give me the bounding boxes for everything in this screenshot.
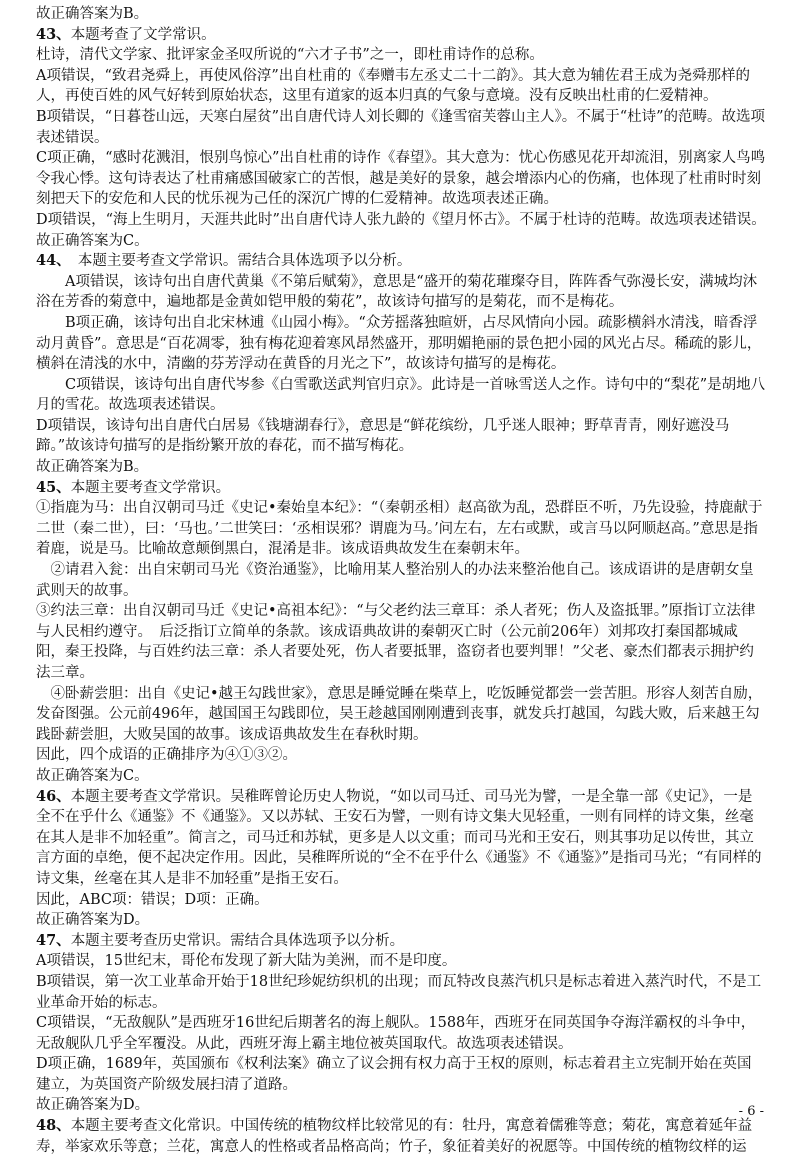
paragraph-text: 本题主要考查文学常识。	[70, 479, 231, 496]
paragraph	[36, 890, 766, 911]
paragraph-text: 本题主要考查历史常识。需结合具体选项予以分析。	[70, 932, 405, 949]
paragraph-text: 本题主要考查文学常识。需结合具体选项予以分析。	[63, 253, 412, 270]
paragraph-text: 本题考查了文学常识。	[70, 26, 216, 43]
question-number: 45、	[36, 478, 71, 496]
paragraph-text: 故正确答案为B。	[36, 459, 149, 476]
paragraph-text: B项错误，第一次工业革命开始于18世纪珍妮纺织机的出现；而瓦特改良蒸汽机只是标志着进入蒸汽时代，不是工业革命开始的标志。	[36, 973, 762, 1011]
paragraph-text: 因此，四个成语的正确排序为④①③②。	[36, 747, 297, 764]
paragraph	[36, 910, 766, 931]
page-number: - 6 -	[738, 1104, 764, 1119]
paragraph-text: 故正确答案为D。	[36, 912, 150, 929]
question-heading	[36, 1116, 766, 1157]
paragraph	[36, 457, 766, 478]
paragraph-text: 本题主要考查文学常识。吴稚晖曾论历史人物说，“如以司马迁、司马光为譬，一是全靠一部《史记》，一是全不在乎什么《通鉴》不《通鉴》。又以苏轼、王安石为譬，一则有诗文集大见轻重，一则有同样的诗文集，丝毫在其人是非不加轻重”。简言之，司马迁和苏轼，更多是人以文重；而司马光和王安石，则其事功足以传世，其立言方面的卓绝，便不起决定作用。因此，吴稚晖所说的“全不在乎什么《通鉴》不《通鉴》”是指司马光；“有同样的诗文集，丝毫在其人是非不加轻重”是指王安石。	[36, 788, 762, 887]
paragraph-text: D项错误，“海上生明月，天涯共此时”出自唐代诗人张九龄的《望月怀古》。不属于杜诗的范畴。故选项表述错误。	[36, 211, 766, 228]
question-number: 47、	[36, 931, 71, 949]
paragraph-text: 故正确答案为C。	[36, 232, 149, 249]
paragraph	[36, 45, 766, 66]
paragraph-text: C项错误，该诗句出自唐代岑参《白雪歌送武判官归京》。此诗是一首咏雪送人之作。诗句中的“梨花”是胡地八月的雪花。故选项表述错误。	[36, 376, 766, 414]
paragraph-text: 本题主要考查文化常识。中国传统的植物纹样比较常见的有：牡丹，寓意着儒雅等意；菊花，寓意着延年益寿，举家欢乐等意；兰花，寓意人的性格或者品格高尚；竹子，象征着美好的祝愿等。中国传统的植物纹样的运	[36, 1118, 753, 1155]
question-number: 48、	[36, 1117, 71, 1135]
paragraph-text: A项错误，“致君尧舜上，再使风俗淳”出自杜甫的《奉赠韦左丞丈二十二韵》。其大意为辅佐君王成为尧舜那样的人，再使百姓的风气好转到原始状态，这里有道家的返本归真的气象与意境。没有反映出杜甫的仁爱精神。	[36, 67, 751, 105]
question-heading	[36, 251, 766, 272]
question-number: 43、	[36, 25, 71, 43]
paragraph-text: 因此，ABC项：错误；D项：正确。	[36, 891, 269, 908]
paragraph	[36, 601, 766, 683]
paragraph	[36, 375, 766, 416]
paragraph	[36, 1095, 766, 1116]
paragraph-text: ④卧薪尝胆：出自《史记•越王勾践世家》，意思是睡觉睡在柴草上，吃饭睡觉都尝一尝苦胆。形容人刻苦自励，发奋图强。公元前496年，越国国王勾践即位，吴王趁越国刚刚遭到丧事，就发兵打越国，勾践大败，后来越王勾践卧薪尝胆，大败吴国的故事。该成语典故发生在春秋时期。	[36, 685, 763, 743]
paragraph	[36, 684, 766, 746]
paragraph-text: ②请君入瓮：出自宋朝司马光《资治通鉴》，比喻用某人整治别人的办法来整治他自己。该成语讲的是唐朝女皇武则天的故事。	[36, 562, 754, 599]
paragraph	[36, 560, 766, 601]
paragraph-text: D项错误，该诗句出自唐代白居易《钱塘湖春行》，意思是“鲜花缤纷，几乎迷人眼神；野草青青，刚好遮没马蹄。”故该诗句描写的是指纷繁开放的春花，而不描写梅花。	[36, 417, 730, 455]
paragraph	[36, 1013, 766, 1054]
paragraph	[36, 210, 766, 231]
paragraph	[36, 1054, 766, 1095]
question-heading	[36, 25, 766, 46]
paragraph	[36, 766, 766, 787]
paragraph	[36, 416, 766, 457]
paragraph	[36, 107, 766, 148]
paragraph	[36, 66, 766, 107]
question-heading	[36, 787, 766, 890]
question-heading	[36, 931, 766, 952]
paragraph	[36, 231, 766, 252]
paragraph	[36, 498, 766, 560]
paragraph-text: A项错误，15世纪末，哥伦布发现了新大陆为美洲，而不是印度。	[36, 953, 457, 970]
paragraph-text: 故正确答案为B。	[36, 6, 149, 22]
paragraph	[36, 745, 766, 766]
paragraph-text: A项错误，该诗句出自唐代黄巢《不第后赋菊》，意思是“盛开的菊花璀璨夺目，阵阵香气弥漫长安，满城均沐浴在芳香的菊意中，遍地都是金黄如铠甲般的菊花”，故该诗句描写的是菊花，而不是梅花。	[36, 273, 758, 311]
paragraph	[36, 313, 766, 375]
paragraph	[36, 4, 766, 25]
paragraph-text: D项正确，1689年，英国颁布《权利法案》确立了议会拥有权力高于王权的原则，标志着君主立宪制开始在英国建立，为英国资产阶级发展扫清了道路。	[36, 1056, 752, 1093]
question-heading	[36, 478, 766, 499]
paragraph-text: B项正确，该诗句出自北宋林逋《山园小梅》。“众芳摇落独暄妍，占尽风情向小园。疏影横斜水清浅，暗香浮动月黄昏”。意思是“百花凋零，独有梅花迎着寒风昂然盛开，那明媚艳丽的景色把小园的风光占尽。稀疏的影儿，横斜在清浅的水中，清幽的芬芳浮动在黄昏的月光之下”，故该诗句描写的是梅花。	[36, 314, 762, 373]
question-number: 44、	[36, 252, 64, 270]
paragraph-text: B项错误，“日暮苍山远，天寒白屋贫”出自唐代诗人刘长卿的《逢雪宿芙蓉山主人》。不属于“杜诗”的范畴。故选项表述错误。	[36, 108, 766, 146]
paragraph-text: ③约法三章：出自汉朝司马迁《史记•高祖本纪》：“与父老约法三章耳：杀人者死；伤人及盗抵罪。”原指订立法律与人民相约遵守。 后泛指订立简单的条款。该成语典故讲的秦朝灭亡时（公元前206年）刘邦攻打秦国都城咸阳，秦王投降，与百姓约法三章：杀人者要处死，伤人者要抵罪，盗窃者也要判罪！”父老、豪杰们都表示拥护约法三章。	[36, 603, 756, 681]
paragraph	[36, 951, 766, 972]
question-number: 46、	[36, 787, 71, 805]
paragraph	[36, 272, 766, 313]
paragraph-text: C项错误，“无敌舰队”是西班牙16世纪后期著名的海上舰队。1588年，西班牙在同英国争夺海洋霸权的斗争中，无敌舰队几乎全军覆没。从此，西班牙海上霸主地位被英国取代。故选项表述错误。	[36, 1015, 756, 1052]
paragraph-text: ①指鹿为马：出自汉朝司马迁《史记•秦始皇本纪》：“（秦朝丞相）赵高欲为乱，恐群臣不听，乃先设验，持鹿献于二世（秦二世），曰：‘马也。’二世笑曰：‘丞相误邪？谓鹿为马。’问左右，左右或默，或言马以阿顺赵高。”意思是指着鹿，说是马。比喻故意颠倒黑白，混淆是非。该成语典故发生在秦朝末年。	[36, 500, 763, 558]
paragraph	[36, 148, 766, 210]
paragraph-text: 故正确答案为C。	[36, 767, 149, 784]
paragraph-text: C项正确，“感时花溅泪，恨别鸟惊心”出自杜甫的诗作《春望》。其大意为：忧心伤感见花开却流泪，别离家人鸟鸣令我心悸。这句诗表达了杜甫痛感国破家亡的苦恨，越是美好的景象，越会增添内心的伤痛，也体现了杜甫时时刻刻把天下的安危和人民的忧乐视为己任的深沉广博的仁爱精神。故选项表述正确。	[36, 150, 766, 208]
paragraph	[36, 972, 766, 1013]
paragraph-text: 故正确答案为D。	[36, 1097, 150, 1114]
paragraph-text: 杜诗，清代文学家、批评家金圣叹所说的“六才子书”之一，即杜甫诗作的总称。	[36, 47, 544, 64]
